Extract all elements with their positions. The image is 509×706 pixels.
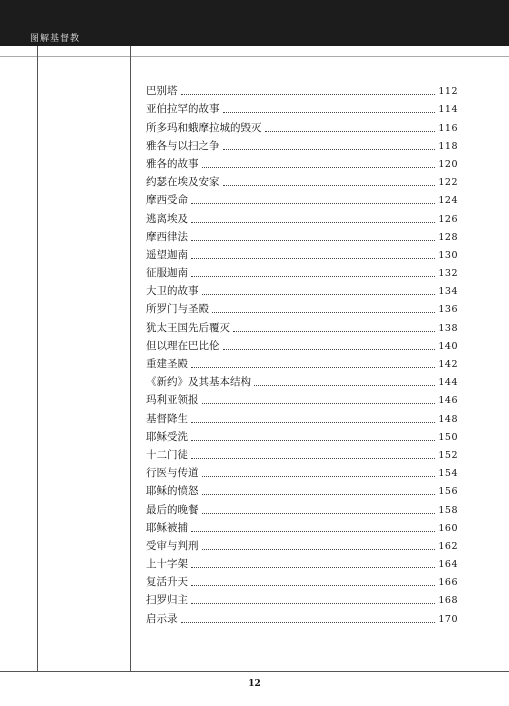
toc-dot-leader xyxy=(202,549,436,550)
toc-entry[interactable] xyxy=(146,553,458,571)
toc-dot-leader xyxy=(181,94,436,95)
toc-entry-title: 受审与判刑 xyxy=(146,539,199,552)
toc-dot-leader xyxy=(202,494,436,495)
toc-entry-page: 148 xyxy=(438,413,458,425)
toc-entry-page: 164 xyxy=(438,559,458,571)
toc-entry-page: 146 xyxy=(438,395,458,407)
toc-dot-leader xyxy=(223,349,436,350)
toc-entry-title: 但以理在巴比伦 xyxy=(146,339,220,352)
toc-entry[interactable] xyxy=(146,153,458,171)
toc-entry[interactable] xyxy=(146,607,458,625)
toc-entry-title: 约瑟在埃及安家 xyxy=(146,176,220,189)
toc-entry-page: 132 xyxy=(438,268,458,280)
toc-entry-title: 玛利亚领报 xyxy=(146,394,199,407)
toc-entry[interactable] xyxy=(146,171,458,189)
toc-entry-title: 上十字架 xyxy=(146,558,188,571)
left-margin-line xyxy=(37,46,38,672)
toc-entry[interactable] xyxy=(146,98,458,116)
toc-entry-title: 最后的晚餐 xyxy=(146,503,199,516)
toc-entry[interactable] xyxy=(146,298,458,316)
page-number: 12 xyxy=(248,679,261,689)
toc-entry-page: 156 xyxy=(438,486,458,498)
toc-dot-leader xyxy=(212,312,435,313)
toc-entry-title: 基督降生 xyxy=(146,412,188,425)
toc-entry-title: 巴别塔 xyxy=(146,85,178,98)
toc-dot-leader xyxy=(202,403,436,404)
toc-dot-leader xyxy=(223,149,436,150)
toc-entry-title: 犹太王国先后覆灭 xyxy=(146,321,230,334)
toc-entry[interactable] xyxy=(146,226,458,244)
toc-entry-title: 遥望迦南 xyxy=(146,248,188,261)
toc-dot-leader xyxy=(191,531,435,532)
toc-entry[interactable] xyxy=(146,371,458,389)
toc-entry-page: 142 xyxy=(438,359,458,370)
toc-entry-title: 雅各的故事 xyxy=(146,157,199,170)
toc-entry[interactable] xyxy=(146,444,458,462)
toc-entry-page: 118 xyxy=(438,140,458,152)
toc-entry[interactable] xyxy=(146,407,458,425)
toc-entry-page: 130 xyxy=(438,249,458,261)
toc-entry-title: 复活升天 xyxy=(146,576,188,589)
toc-entry-title: 重建圣殿 xyxy=(146,358,188,370)
toc-entry-page: 136 xyxy=(438,304,458,316)
toc-dot-leader xyxy=(191,367,435,368)
toc-entry[interactable] xyxy=(146,244,458,262)
toc-dot-leader xyxy=(191,603,435,604)
toc-entry-page: 122 xyxy=(438,177,458,189)
toc-entry[interactable] xyxy=(146,389,458,407)
toc-dot-leader xyxy=(191,203,435,204)
toc-entry[interactable] xyxy=(146,517,458,535)
toc-entry-page: 166 xyxy=(438,577,458,589)
toc-entry-page: 144 xyxy=(438,377,458,389)
toc-entry-page: 170 xyxy=(438,613,458,625)
toc-entry-page: 158 xyxy=(438,504,458,516)
toc-entry-title: 耶稣受洗 xyxy=(146,430,188,443)
toc-dot-leader xyxy=(223,112,436,113)
toc-entry-page: 138 xyxy=(438,322,458,334)
toc-dot-leader xyxy=(202,476,436,477)
toc-entry[interactable] xyxy=(146,426,458,444)
toc-entry[interactable] xyxy=(146,280,458,298)
toc-entry-title: 征服迦南 xyxy=(146,267,188,280)
toc-dot-leader xyxy=(223,185,436,186)
toc-entry[interactable] xyxy=(146,116,458,134)
toc-entry[interactable] xyxy=(146,262,458,280)
toc-entry-title: 亚伯拉罕的故事 xyxy=(146,103,220,116)
toc-entry-title: 摩西律法 xyxy=(146,230,188,243)
toc-dot-leader xyxy=(181,622,436,623)
toc-dot-leader xyxy=(202,294,436,295)
toc-dot-leader xyxy=(254,385,435,386)
toc-dot-leader xyxy=(191,276,435,277)
toc-entry-page: 114 xyxy=(438,104,458,116)
toc-entry-title: 《新约》及其基本结构 xyxy=(146,376,251,389)
toc-entry-title: 耶稣的愤怒 xyxy=(146,485,199,498)
toc-dot-leader xyxy=(265,131,436,132)
toc-dot-leader xyxy=(191,422,435,423)
toc-entry-title: 启示录 xyxy=(146,612,178,625)
toc-dot-leader xyxy=(191,222,435,223)
toc-entry[interactable] xyxy=(146,535,458,553)
bottom-rule xyxy=(0,671,509,672)
toc-entry-title: 雅各与以扫之争 xyxy=(146,139,220,152)
toc-entry-page: 128 xyxy=(438,231,458,243)
toc-entry-title: 行医与传道 xyxy=(146,467,199,480)
toc-entry[interactable] xyxy=(146,335,458,353)
toc-entry-title: 所罗门与圣殿 xyxy=(146,303,209,316)
toc-dot-leader xyxy=(233,331,435,332)
toc-entry[interactable] xyxy=(146,353,458,371)
toc-entry[interactable] xyxy=(146,80,458,98)
toc-entry-title: 所多玛和蛾摩拉城的毁灭 xyxy=(146,121,262,134)
top-rule xyxy=(0,56,509,57)
toc-entry-page: 116 xyxy=(438,122,458,134)
toc-entry[interactable] xyxy=(146,589,458,607)
toc-entry[interactable] xyxy=(146,189,458,207)
toc-dot-leader xyxy=(191,240,435,241)
toc-entry[interactable] xyxy=(146,462,458,480)
toc-entry-title: 大卫的故事 xyxy=(146,285,199,298)
toc-entry[interactable] xyxy=(146,571,458,589)
toc-entry[interactable] xyxy=(146,135,458,153)
toc-dot-leader xyxy=(191,440,435,441)
toc-dot-leader xyxy=(191,567,435,568)
toc-entry-page: 152 xyxy=(438,449,458,461)
toc-entry-page: 120 xyxy=(438,158,458,170)
toc-entry-page: 168 xyxy=(438,595,458,607)
toc-dot-leader xyxy=(191,458,435,459)
toc-dot-leader xyxy=(202,167,436,168)
toc-entry-page: 126 xyxy=(438,213,458,225)
toc-entry-title: 耶稣被捕 xyxy=(146,521,188,534)
toc-entry-page: 134 xyxy=(438,286,458,298)
toc-entry-page: 150 xyxy=(438,431,458,443)
toc-entry-page: 112 xyxy=(438,86,458,98)
toc-dot-leader xyxy=(191,258,435,259)
toc-entry-page: 124 xyxy=(438,195,458,207)
toc-entry[interactable] xyxy=(146,207,458,225)
toc-entry-title: 摩西受命 xyxy=(146,194,188,207)
toc-dot-leader xyxy=(191,585,435,586)
toc-entry-title: 十二门徒 xyxy=(146,448,188,461)
toc-entry-title: 逃离埃及 xyxy=(146,212,188,225)
inner-margin-line xyxy=(130,46,131,672)
toc-entry[interactable] xyxy=(146,498,458,516)
toc-entry-page: 160 xyxy=(438,522,458,534)
toc-entry[interactable] xyxy=(146,316,458,334)
table-of-contents xyxy=(146,80,458,626)
toc-entry-title: 扫罗归主 xyxy=(146,594,188,607)
book-title: 图解基督教 xyxy=(30,34,81,44)
header-bar xyxy=(0,0,509,46)
toc-entry-page: 140 xyxy=(438,340,458,352)
toc-entry-page: 154 xyxy=(438,468,458,480)
toc-entry[interactable] xyxy=(146,480,458,498)
toc-dot-leader xyxy=(202,513,436,514)
toc-entry-page: 162 xyxy=(438,540,458,552)
